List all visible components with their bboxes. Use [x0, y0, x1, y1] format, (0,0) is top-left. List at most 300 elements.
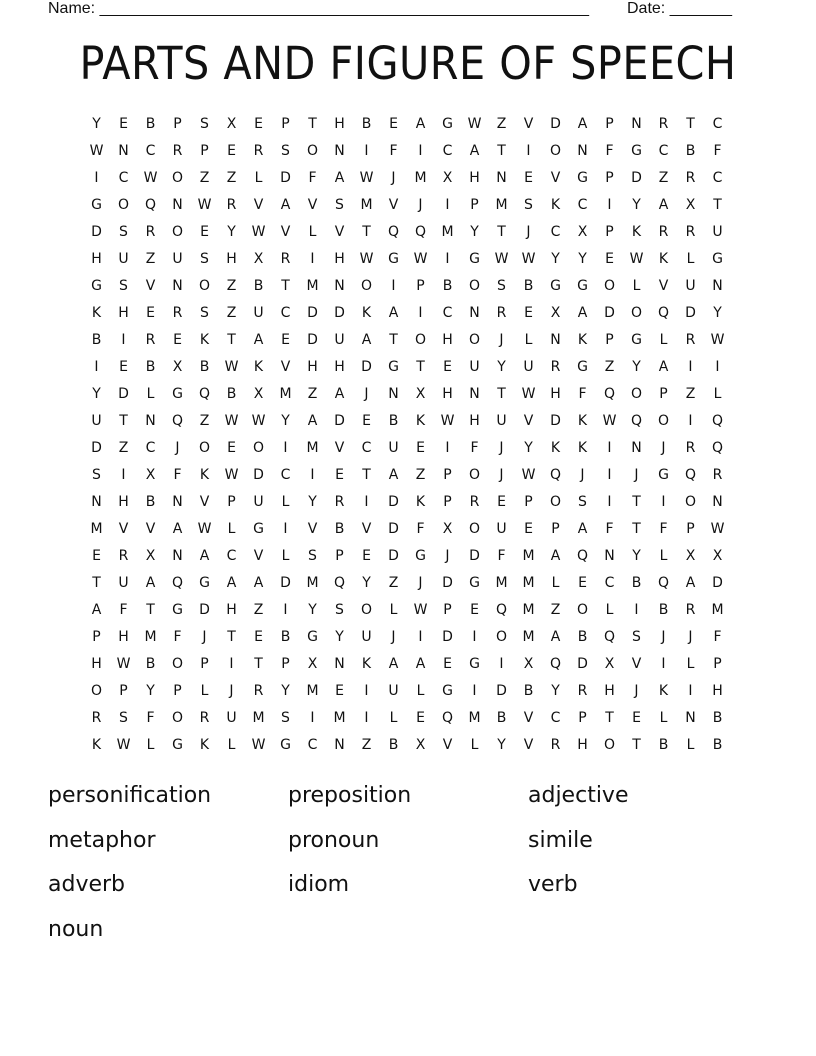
grid-letter[interactable]: V: [442, 737, 453, 753]
grid-letter[interactable]: B: [712, 737, 723, 753]
grid-letter[interactable]: M: [522, 629, 535, 645]
grid-letter[interactable]: I: [364, 143, 369, 159]
grid-letter[interactable]: I: [688, 683, 693, 699]
grid-letter[interactable]: K: [199, 737, 210, 753]
grid-letter[interactable]: N: [91, 494, 102, 510]
grid-letter[interactable]: S: [92, 467, 101, 483]
grid-letter[interactable]: C: [550, 710, 561, 726]
grid-letter[interactable]: E: [146, 305, 155, 321]
grid-letter[interactable]: R: [226, 197, 237, 213]
grid-letter[interactable]: M: [306, 278, 319, 294]
grid-letter[interactable]: J: [391, 170, 396, 186]
grid-letter[interactable]: O: [468, 332, 481, 348]
grid-letter[interactable]: D: [577, 656, 588, 672]
grid-letter[interactable]: D: [253, 467, 264, 483]
grid-letter[interactable]: V: [631, 656, 642, 672]
grid-letter[interactable]: O: [90, 683, 103, 699]
grid-letter[interactable]: S: [281, 710, 290, 726]
grid-letter[interactable]: L: [281, 494, 290, 510]
grid-letter[interactable]: U: [388, 683, 399, 699]
grid-letter[interactable]: S: [200, 305, 209, 321]
grid-letter[interactable]: P: [416, 278, 425, 294]
grid-letter[interactable]: C: [442, 143, 453, 159]
grid-letter[interactable]: N: [172, 548, 183, 564]
grid-letter[interactable]: Z: [388, 575, 399, 591]
grid-letter[interactable]: G: [469, 251, 480, 267]
grid-letter[interactable]: Z: [550, 602, 561, 618]
grid-letter[interactable]: P: [578, 710, 587, 726]
grid-letter[interactable]: P: [713, 656, 722, 672]
grid-letter[interactable]: O: [657, 413, 670, 429]
grid-letter[interactable]: P: [335, 548, 344, 564]
grid-letter[interactable]: G: [199, 575, 210, 591]
grid-letter[interactable]: I: [688, 413, 693, 429]
grid-letter[interactable]: W: [224, 413, 239, 429]
grid-letter[interactable]: P: [200, 143, 209, 159]
grid-letter[interactable]: N: [334, 143, 345, 159]
grid-letter[interactable]: V: [307, 521, 318, 537]
grid-letter[interactable]: A: [253, 332, 264, 348]
grid-letter[interactable]: C: [118, 170, 129, 186]
grid-letter[interactable]: A: [334, 170, 345, 186]
grid-letter[interactable]: Q: [144, 197, 157, 213]
grid-letter[interactable]: C: [145, 143, 156, 159]
grid-letter[interactable]: D: [361, 359, 372, 375]
grid-letter[interactable]: L: [686, 251, 695, 267]
grid-letter[interactable]: O: [252, 440, 265, 456]
grid-letter[interactable]: B: [145, 116, 156, 132]
grid-letter[interactable]: E: [200, 224, 209, 240]
grid-letter[interactable]: C: [712, 170, 723, 186]
grid-letter[interactable]: P: [200, 656, 209, 672]
grid-letter[interactable]: R: [577, 683, 588, 699]
grid-letter[interactable]: D: [388, 548, 399, 564]
grid-letter[interactable]: M: [495, 575, 508, 591]
grid-letter[interactable]: X: [442, 521, 453, 537]
grid-letter[interactable]: S: [119, 278, 128, 294]
grid-letter[interactable]: B: [523, 278, 534, 294]
grid-letter[interactable]: Q: [495, 602, 508, 618]
grid-letter[interactable]: K: [631, 224, 642, 240]
grid-letter[interactable]: P: [605, 170, 614, 186]
grid-letter[interactable]: X: [685, 197, 696, 213]
grid-letter[interactable]: Y: [335, 629, 344, 645]
grid-letter[interactable]: O: [171, 710, 184, 726]
grid-letter[interactable]: A: [577, 116, 588, 132]
grid-letter[interactable]: V: [523, 116, 534, 132]
grid-letter[interactable]: E: [362, 548, 371, 564]
grid-letter[interactable]: B: [577, 629, 588, 645]
grid-letter[interactable]: S: [578, 494, 587, 510]
grid-letter[interactable]: P: [470, 197, 479, 213]
grid-letter[interactable]: G: [172, 386, 183, 402]
grid-letter[interactable]: A: [658, 197, 669, 213]
grid-letter[interactable]: D: [280, 575, 291, 591]
grid-letter[interactable]: H: [334, 116, 345, 132]
grid-letter[interactable]: O: [171, 224, 184, 240]
grid-letter[interactable]: Q: [630, 413, 643, 429]
grid-letter[interactable]: E: [227, 440, 236, 456]
grid-letter[interactable]: S: [632, 629, 641, 645]
grid-letter[interactable]: E: [416, 440, 425, 456]
grid-letter[interactable]: H: [442, 386, 453, 402]
grid-letter[interactable]: E: [173, 332, 182, 348]
grid-letter[interactable]: M: [252, 710, 265, 726]
grid-letter[interactable]: I: [472, 629, 477, 645]
grid-letter[interactable]: W: [521, 251, 536, 267]
grid-letter[interactable]: W: [197, 521, 212, 537]
grid-letter[interactable]: H: [469, 170, 480, 186]
grid-letter[interactable]: O: [549, 143, 562, 159]
grid-letter[interactable]: O: [360, 602, 373, 618]
grid-letter[interactable]: J: [688, 629, 693, 645]
grid-letter[interactable]: Z: [226, 305, 237, 321]
grid-letter[interactable]: C: [577, 197, 588, 213]
grid-letter[interactable]: L: [551, 575, 560, 591]
grid-letter[interactable]: T: [632, 737, 641, 753]
grid-letter[interactable]: V: [658, 278, 669, 294]
grid-letter[interactable]: G: [469, 656, 480, 672]
grid-letter[interactable]: B: [442, 278, 453, 294]
grid-letter[interactable]: S: [119, 224, 128, 240]
grid-letter[interactable]: S: [335, 602, 344, 618]
grid-letter[interactable]: N: [550, 332, 561, 348]
grid-letter[interactable]: U: [712, 224, 723, 240]
grid-letter[interactable]: E: [524, 170, 533, 186]
grid-letter[interactable]: D: [469, 548, 480, 564]
grid-letter[interactable]: R: [658, 116, 669, 132]
grid-letter[interactable]: Q: [171, 413, 184, 429]
grid-letter[interactable]: W: [359, 170, 374, 186]
grid-letter[interactable]: N: [388, 386, 399, 402]
grid-letter[interactable]: N: [145, 413, 156, 429]
grid-letter[interactable]: R: [253, 683, 264, 699]
grid-letter[interactable]: A: [253, 575, 264, 591]
grid-letter[interactable]: Q: [657, 575, 670, 591]
grid-letter[interactable]: V: [145, 521, 156, 537]
grid-letter[interactable]: W: [197, 197, 212, 213]
grid-letter[interactable]: U: [118, 575, 129, 591]
grid-letter[interactable]: A: [172, 521, 183, 537]
grid-letter[interactable]: B: [685, 143, 696, 159]
grid-letter[interactable]: T: [497, 224, 506, 240]
grid-letter[interactable]: P: [605, 224, 614, 240]
grid-letter[interactable]: K: [577, 332, 588, 348]
grid-letter[interactable]: Y: [632, 197, 641, 213]
grid-letter[interactable]: X: [415, 737, 426, 753]
grid-letter[interactable]: F: [713, 629, 722, 645]
grid-letter[interactable]: C: [712, 116, 723, 132]
grid-letter[interactable]: I: [121, 467, 126, 483]
grid-letter[interactable]: V: [523, 413, 534, 429]
grid-letter[interactable]: R: [91, 710, 102, 726]
grid-letter[interactable]: A: [415, 116, 426, 132]
grid-letter[interactable]: P: [281, 656, 290, 672]
grid-letter[interactable]: O: [495, 629, 508, 645]
grid-letter[interactable]: R: [280, 251, 291, 267]
grid-letter[interactable]: G: [577, 170, 588, 186]
grid-letter[interactable]: A: [577, 305, 588, 321]
grid-letter[interactable]: J: [499, 332, 504, 348]
grid-letter[interactable]: W: [413, 251, 428, 267]
grid-letter[interactable]: B: [145, 494, 156, 510]
grid-letter[interactable]: S: [281, 143, 290, 159]
grid-letter[interactable]: J: [229, 683, 234, 699]
grid-letter[interactable]: J: [580, 467, 585, 483]
grid-letter[interactable]: R: [685, 332, 696, 348]
grid-letter[interactable]: N: [496, 170, 507, 186]
grid-letter[interactable]: I: [607, 197, 612, 213]
grid-letter[interactable]: I: [418, 143, 423, 159]
grid-letter[interactable]: Q: [576, 548, 589, 564]
grid-letter[interactable]: W: [602, 413, 617, 429]
grid-letter[interactable]: K: [550, 440, 561, 456]
grid-letter[interactable]: S: [497, 278, 506, 294]
grid-letter[interactable]: K: [415, 413, 426, 429]
grid-letter[interactable]: U: [253, 305, 264, 321]
grid-letter[interactable]: B: [226, 386, 237, 402]
grid-letter[interactable]: L: [389, 710, 398, 726]
date-field-label[interactable]: Date: _______: [627, 0, 732, 17]
grid-letter[interactable]: T: [119, 413, 128, 429]
grid-letter[interactable]: V: [280, 359, 291, 375]
grid-letter[interactable]: Q: [171, 575, 184, 591]
grid-letter[interactable]: D: [388, 521, 399, 537]
grid-letter[interactable]: N: [172, 494, 183, 510]
grid-letter[interactable]: E: [578, 575, 587, 591]
grid-letter[interactable]: U: [469, 359, 480, 375]
grid-letter[interactable]: S: [524, 197, 533, 213]
grid-letter[interactable]: H: [334, 359, 345, 375]
grid-letter[interactable]: W: [467, 116, 482, 132]
grid-letter[interactable]: N: [631, 116, 642, 132]
grid-letter[interactable]: A: [685, 575, 696, 591]
grid-letter[interactable]: L: [389, 602, 398, 618]
grid-letter[interactable]: E: [254, 629, 263, 645]
grid-letter[interactable]: H: [91, 251, 102, 267]
grid-letter[interactable]: I: [661, 494, 666, 510]
grid-letter[interactable]: K: [658, 683, 669, 699]
grid-letter[interactable]: J: [175, 440, 180, 456]
grid-letter[interactable]: R: [253, 143, 264, 159]
grid-letter[interactable]: O: [603, 278, 616, 294]
grid-letter[interactable]: E: [524, 521, 533, 537]
grid-letter[interactable]: W: [224, 359, 239, 375]
grid-letter[interactable]: V: [118, 521, 129, 537]
grid-letter[interactable]: I: [364, 710, 369, 726]
grid-letter[interactable]: P: [173, 683, 182, 699]
grid-letter[interactable]: L: [227, 521, 236, 537]
grid-letter[interactable]: U: [172, 251, 183, 267]
grid-letter[interactable]: I: [499, 656, 504, 672]
grid-letter[interactable]: C: [604, 575, 615, 591]
grid-letter[interactable]: B: [523, 683, 534, 699]
grid-letter[interactable]: I: [364, 494, 369, 510]
grid-letter[interactable]: E: [524, 305, 533, 321]
grid-letter[interactable]: N: [334, 656, 345, 672]
grid-letter[interactable]: X: [253, 251, 264, 267]
grid-letter[interactable]: B: [145, 359, 156, 375]
grid-letter[interactable]: I: [283, 521, 288, 537]
grid-letter[interactable]: E: [335, 683, 344, 699]
grid-letter[interactable]: A: [658, 359, 669, 375]
grid-letter[interactable]: U: [91, 413, 102, 429]
grid-letter[interactable]: G: [172, 737, 183, 753]
grid-letter[interactable]: D: [712, 575, 723, 591]
grid-letter[interactable]: A: [388, 656, 399, 672]
grid-letter[interactable]: C: [550, 224, 561, 240]
grid-letter[interactable]: F: [470, 440, 479, 456]
grid-letter[interactable]: D: [496, 683, 507, 699]
grid-letter[interactable]: R: [658, 224, 669, 240]
grid-letter[interactable]: I: [607, 440, 612, 456]
grid-letter[interactable]: D: [307, 332, 318, 348]
grid-letter[interactable]: O: [603, 737, 616, 753]
grid-letter[interactable]: O: [684, 494, 697, 510]
grid-letter[interactable]: K: [361, 305, 372, 321]
grid-letter[interactable]: X: [145, 548, 156, 564]
grid-letter[interactable]: H: [442, 332, 453, 348]
grid-letter[interactable]: D: [199, 602, 210, 618]
grid-letter[interactable]: W: [251, 224, 266, 240]
grid-letter[interactable]: N: [685, 710, 696, 726]
grid-letter[interactable]: E: [443, 359, 452, 375]
grid-letter[interactable]: Z: [361, 737, 372, 753]
grid-letter[interactable]: L: [470, 737, 479, 753]
grid-letter[interactable]: Y: [632, 548, 641, 564]
grid-letter[interactable]: Z: [415, 467, 426, 483]
grid-letter[interactable]: O: [468, 467, 481, 483]
grid-letter[interactable]: P: [173, 116, 182, 132]
grid-letter[interactable]: O: [306, 143, 319, 159]
grid-letter[interactable]: Q: [549, 656, 562, 672]
grid-letter[interactable]: B: [631, 575, 642, 591]
grid-letter[interactable]: X: [550, 305, 561, 321]
grid-letter[interactable]: C: [145, 440, 156, 456]
grid-letter[interactable]: L: [146, 737, 155, 753]
grid-letter[interactable]: V: [253, 548, 264, 564]
grid-letter[interactable]: K: [199, 332, 210, 348]
grid-letter[interactable]: E: [416, 710, 425, 726]
grid-letter[interactable]: N: [172, 278, 183, 294]
grid-letter[interactable]: U: [685, 278, 696, 294]
grid-letter[interactable]: L: [686, 737, 695, 753]
grid-letter[interactable]: E: [227, 143, 236, 159]
grid-letter[interactable]: J: [364, 386, 369, 402]
grid-letter[interactable]: J: [661, 440, 666, 456]
grid-letter[interactable]: Q: [333, 575, 346, 591]
grid-letter[interactable]: G: [91, 278, 102, 294]
grid-letter[interactable]: L: [605, 602, 614, 618]
grid-letter[interactable]: Z: [145, 251, 156, 267]
grid-letter[interactable]: I: [418, 629, 423, 645]
grid-letter[interactable]: R: [145, 224, 156, 240]
grid-letter[interactable]: D: [550, 116, 561, 132]
grid-letter[interactable]: Y: [308, 494, 317, 510]
grid-letter[interactable]: H: [226, 602, 237, 618]
grid-letter[interactable]: T: [416, 359, 425, 375]
grid-letter[interactable]: V: [361, 521, 372, 537]
grid-letter[interactable]: X: [523, 656, 534, 672]
grid-letter[interactable]: B: [334, 521, 345, 537]
grid-letter[interactable]: Q: [711, 413, 724, 429]
grid-letter[interactable]: J: [418, 575, 423, 591]
grid-letter[interactable]: B: [361, 116, 372, 132]
grid-letter[interactable]: A: [91, 602, 102, 618]
grid-letter[interactable]: O: [630, 305, 643, 321]
grid-letter[interactable]: E: [254, 116, 263, 132]
grid-letter[interactable]: M: [333, 710, 346, 726]
grid-letter[interactable]: F: [659, 521, 668, 537]
grid-letter[interactable]: G: [307, 629, 318, 645]
grid-letter[interactable]: F: [605, 143, 614, 159]
grid-letter[interactable]: V: [145, 278, 156, 294]
grid-letter[interactable]: M: [414, 170, 427, 186]
grid-letter[interactable]: I: [607, 494, 612, 510]
grid-letter[interactable]: T: [308, 116, 317, 132]
grid-letter[interactable]: L: [524, 332, 533, 348]
grid-letter[interactable]: O: [549, 494, 562, 510]
grid-letter[interactable]: V: [523, 710, 534, 726]
grid-letter[interactable]: Z: [226, 278, 237, 294]
grid-letter[interactable]: P: [443, 494, 452, 510]
grid-letter[interactable]: Y: [551, 251, 560, 267]
grid-letter[interactable]: T: [227, 629, 236, 645]
grid-letter[interactable]: E: [605, 251, 614, 267]
grid-letter[interactable]: Z: [118, 440, 129, 456]
grid-letter[interactable]: M: [468, 710, 481, 726]
grid-letter[interactable]: W: [251, 737, 266, 753]
grid-letter[interactable]: H: [91, 656, 102, 672]
grid-letter[interactable]: W: [521, 467, 536, 483]
grid-letter[interactable]: B: [199, 359, 210, 375]
grid-letter[interactable]: G: [253, 521, 264, 537]
grid-letter[interactable]: I: [391, 278, 396, 294]
grid-letter[interactable]: I: [283, 440, 288, 456]
grid-letter[interactable]: R: [172, 143, 183, 159]
grid-letter[interactable]: D: [685, 305, 696, 321]
grid-letter[interactable]: C: [307, 737, 318, 753]
grid-letter[interactable]: I: [661, 656, 666, 672]
grid-letter[interactable]: F: [119, 602, 128, 618]
grid-letter[interactable]: G: [631, 143, 642, 159]
grid-letter[interactable]: G: [577, 278, 588, 294]
grid-letter[interactable]: L: [713, 386, 722, 402]
grid-letter[interactable]: L: [659, 332, 668, 348]
grid-letter[interactable]: M: [144, 629, 157, 645]
grid-letter[interactable]: W: [224, 467, 239, 483]
grid-letter[interactable]: H: [550, 386, 561, 402]
grid-letter[interactable]: C: [280, 467, 291, 483]
grid-letter[interactable]: W: [440, 413, 455, 429]
grid-letter[interactable]: N: [577, 143, 588, 159]
grid-letter[interactable]: M: [279, 386, 292, 402]
grid-letter[interactable]: Y: [713, 305, 722, 321]
grid-letter[interactable]: H: [469, 413, 480, 429]
grid-letter[interactable]: X: [307, 656, 318, 672]
grid-letter[interactable]: O: [198, 278, 211, 294]
grid-letter[interactable]: F: [605, 521, 614, 537]
grid-letter[interactable]: M: [495, 197, 508, 213]
grid-letter[interactable]: R: [685, 602, 696, 618]
grid-letter[interactable]: X: [604, 656, 615, 672]
grid-letter[interactable]: A: [388, 305, 399, 321]
grid-letter[interactable]: T: [92, 575, 101, 591]
grid-letter[interactable]: D: [550, 413, 561, 429]
grid-letter[interactable]: G: [280, 737, 291, 753]
grid-letter[interactable]: U: [388, 440, 399, 456]
grid-letter[interactable]: T: [605, 710, 614, 726]
